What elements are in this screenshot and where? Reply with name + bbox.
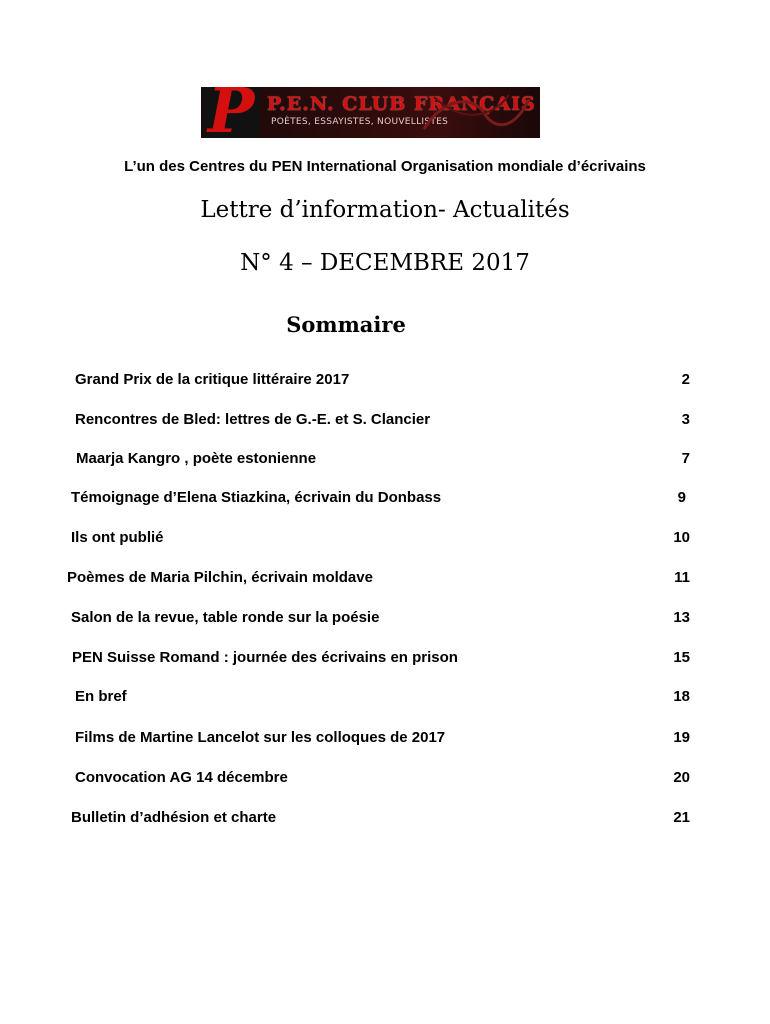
toc-entry xyxy=(0,411,770,433)
logo-letter: P xyxy=(203,87,259,138)
toc-entry-title: Poèmes de Maria Pilchin, écrivain moldave xyxy=(67,569,373,586)
toc-entry-page: 18 xyxy=(673,688,690,705)
tagline: L’un des Centres du PEN International Organisation mondiale d’écrivains xyxy=(124,158,646,175)
toc-entry-page: 19 xyxy=(673,729,690,746)
toc-entry xyxy=(0,609,770,631)
toc-entry-title: PEN Suisse Romand : journée des écrivains en prison xyxy=(72,649,458,666)
toc-entry-page: 10 xyxy=(673,529,690,546)
toc-entry-title: Convocation AG 14 décembre xyxy=(75,769,288,786)
toc-entry xyxy=(0,649,770,671)
toc-entry-page: 21 xyxy=(673,809,690,826)
toc-entry xyxy=(0,729,770,751)
toc-entry xyxy=(0,688,770,710)
toc-entry-page: 3 xyxy=(681,411,690,428)
toc-entry xyxy=(0,809,770,831)
newsletter-title: Lettre d’information- Actualités xyxy=(200,197,570,223)
toc-entry-title: Rencontres de Bled: lettres de G.-E. et S. Clancier xyxy=(75,411,431,428)
toc-entry xyxy=(0,569,770,591)
toc-entry xyxy=(0,371,770,393)
toc-entry-page: 13 xyxy=(673,609,690,626)
toc-entry-title: Films de Martine Lancelot sur les colloques de 2017 xyxy=(75,729,446,746)
toc-entry xyxy=(0,450,770,472)
logo-subtitle: POÈTES, ESSAYISTES, NOUVELLISTES xyxy=(271,117,449,127)
toc-entry-page: 11 xyxy=(674,569,690,586)
toc-entry-title: Grand Prix de la critique littéraire 2017 xyxy=(75,371,350,388)
toc-heading: Sommaire xyxy=(286,312,406,337)
toc-entry-page: 9 xyxy=(677,489,686,506)
toc-entry-title: Maarja Kangro , poète estonienne xyxy=(76,450,317,467)
toc-entry-title: Ils ont publié xyxy=(71,529,164,546)
issue-number: N° 4 – DECEMBRE 2017 xyxy=(240,250,530,276)
toc-entry-page: 20 xyxy=(673,769,690,786)
toc-entry-title: Témoignage d’Elena Stiazkina, écrivain du Donbass xyxy=(71,489,442,506)
toc-entry-page: 7 xyxy=(681,450,690,467)
logo-ornament-icon xyxy=(414,91,534,135)
toc-entry-title: Salon de la revue, table ronde sur la poésie xyxy=(71,609,380,626)
toc-entry-title: En bref xyxy=(75,688,127,705)
logo-title: P.E.N. CLUB FRANÇAIS xyxy=(267,93,536,115)
toc-entry xyxy=(0,529,770,551)
toc-entry-title: Bulletin d’adhésion et charte xyxy=(71,809,277,826)
toc-entry xyxy=(0,489,770,511)
toc-entry-page: 15 xyxy=(673,649,690,666)
toc-entry xyxy=(0,769,770,791)
pen-club-logo xyxy=(201,87,540,138)
toc-entry-page: 2 xyxy=(681,371,690,388)
